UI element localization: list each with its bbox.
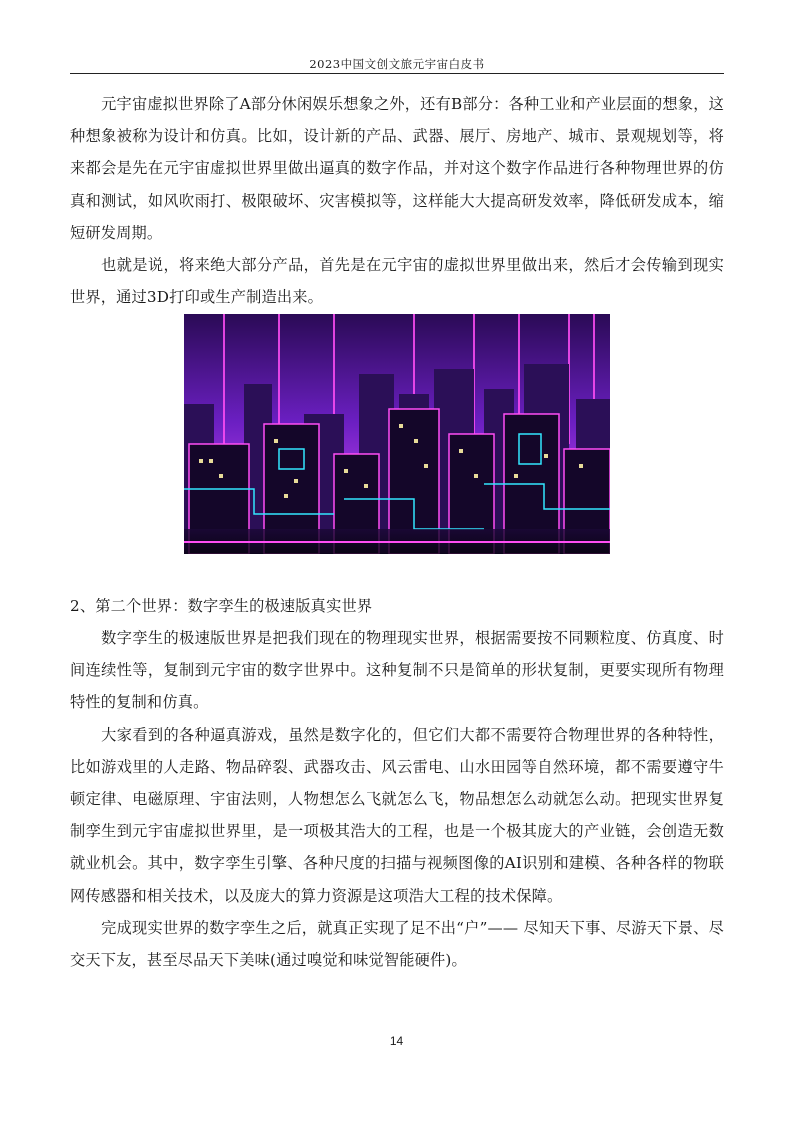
neon-city-illustration [184, 314, 610, 554]
page-number: 14 [389, 1034, 404, 1048]
section-digital-twin [70, 590, 724, 976]
paragraph-design-simulation: 元宇宙虚拟世界除了A部分休闲娱乐想象之外，还有B部分：各种工业和产业层面的想象，这种想象被称为设计和仿真。比如，设计新的产品、武器、展厅、房地产、城市、景观规划等，将来都会是先在元宇宙虚拟世界里做出逼真的数字作品，并对这个数字作品进行各种物理世界的仿真和测试，如风吹雨打、极限破坏、灾害模拟等，这样能大大提高研发效率，降低研发成本，缩短研发周期。 [70, 95, 724, 242]
header-rule [70, 73, 724, 74]
paragraph-conclusion: 完成现实世界的数字孪生之后，就真正实现了足不出“户”—— 尽知天下事、尽游天下景、尽交天下友，甚至尽品天下美味(通过嗅觉和味觉智能硬件)。 [70, 918, 724, 970]
paragraph-games-vs-physics: 大家看到的各种逼真游戏，虽然是数字化的，但它们大都不需要符合物理世界的各种特性，比如游戏里的人走路、物品碎裂、武器攻击、风云雷电、山水田园等自然环境，都不需要遵守牛顿定律、电磁原理、宇宙法则，人物想怎么飞就怎么飞，物品想怎么动就怎么动。把现实世界复制孪生到元宇宙虚拟世界里，是一项极其浩大的工程，也是一个极其庞大的产业链，会创造无数就业机会。其中，数字孪生引擎、各种尺度的扫描与视频图像的AI识别和建模、各种各样的物联网传感器和相关技术，以及庞大的算力资源是这项浩大工程的技术保障。 [70, 725, 724, 905]
paragraph-3d-printing: 也就是说，将来绝大部分产品，首先是在元宇宙的虚拟世界里做出来，然后才会传输到现实世界，通过3D打印或生产制造出来。 [70, 256, 724, 307]
paragraph-digital-twin-definition: 数字孪生的极速版世界是把我们现在的物理现实世界，根据需要按不同颗粒度、仿真度、时间连续性等，复制到元宇宙的数字世界中。这种复制不只是简单的形状复制，更要实现所有物理特性的复制和仿真。 [70, 629, 724, 712]
running-header: 2023中国文创文旅元宇宙白皮书 [309, 57, 485, 71]
section-title: 2、第二个世界：数字孪生的极速版真实世界 [70, 597, 373, 615]
neon-city-image [184, 314, 610, 554]
intro-text [70, 88, 724, 313]
